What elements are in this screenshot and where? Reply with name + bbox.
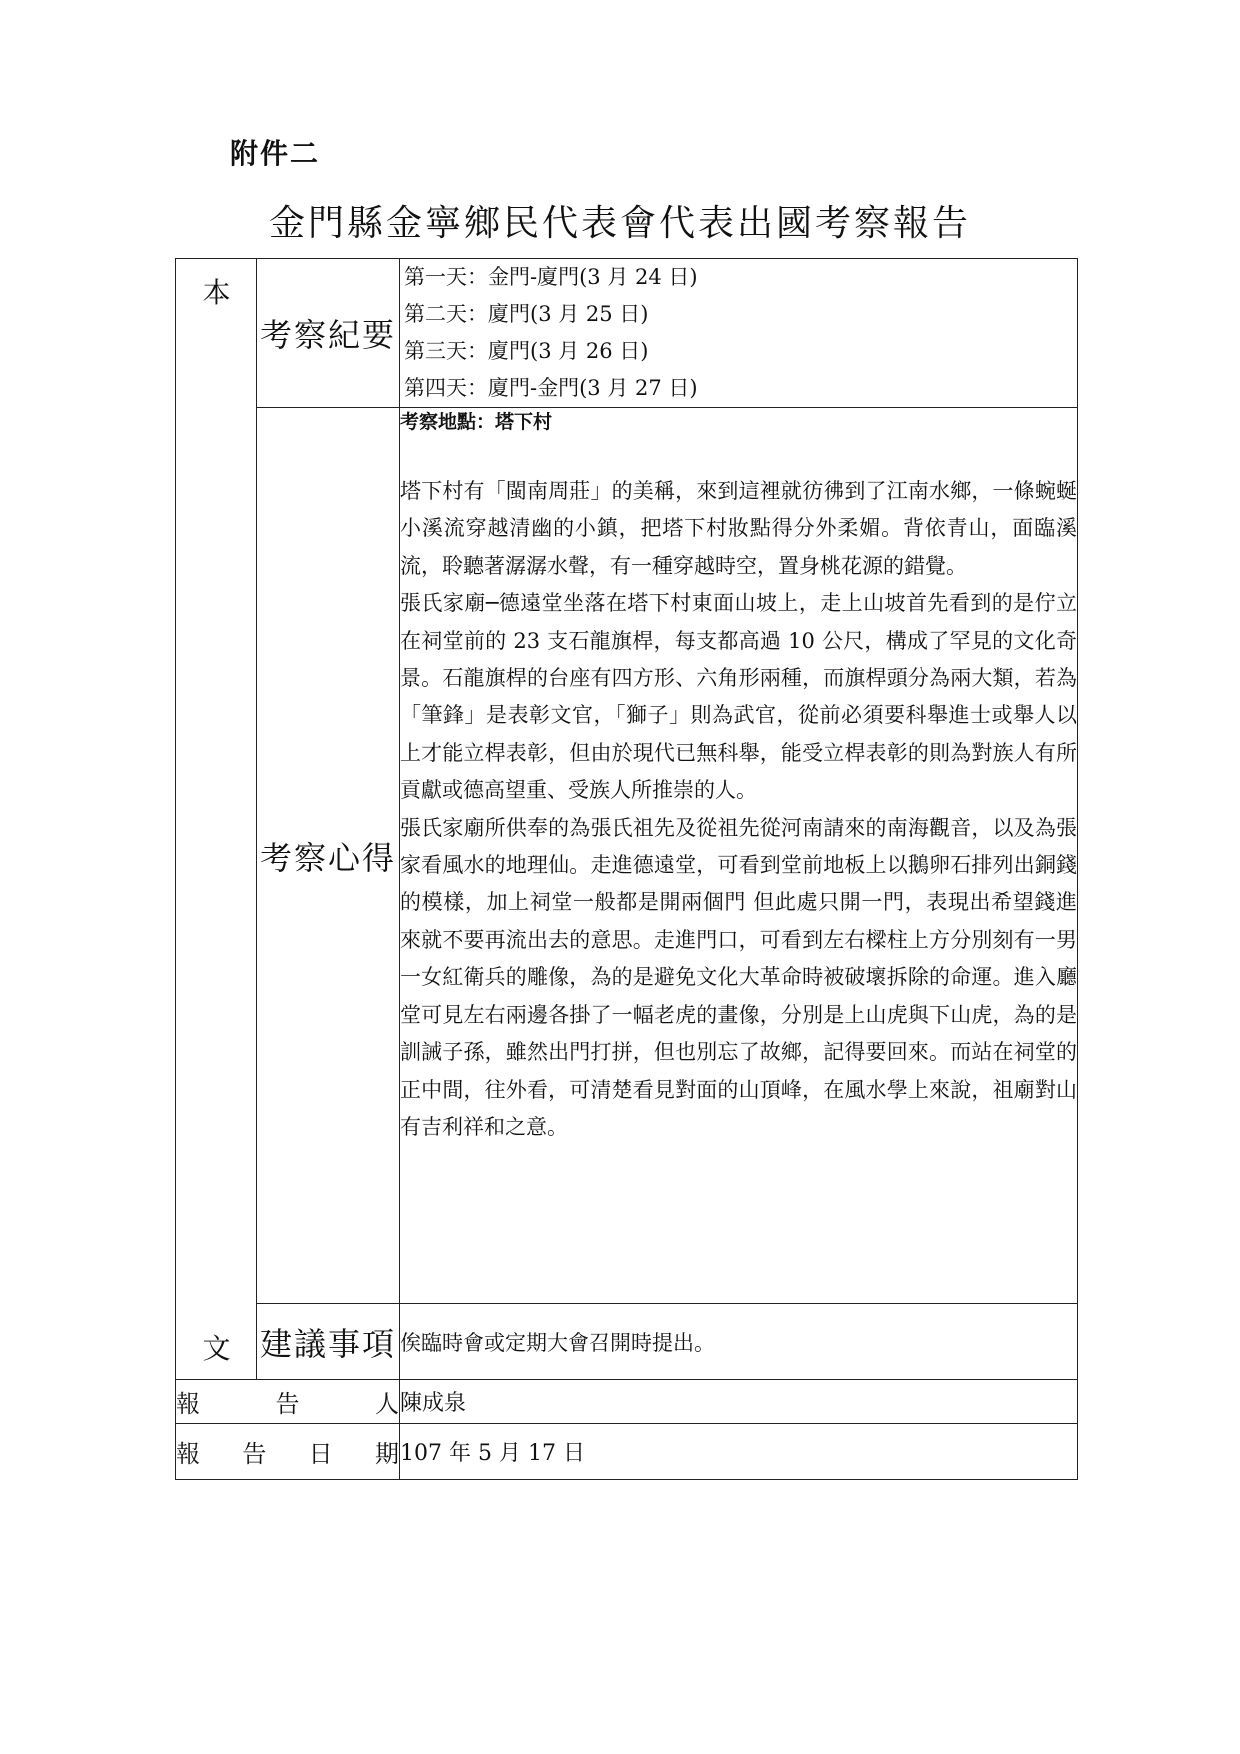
itinerary-day: 第四天：廈門-金門(3 月 27 日): [404, 376, 698, 400]
insight-paragraph: 張氏家廟所供奉的為張氏祖先及從祖先從河南請來的南海觀音，以及為張家看風水的地理仙。走進德遠堂，可看到堂前地板上以鵝卵石排列出銅錢的模樣，加上祠堂一般都是開兩個門 但此處只開一門，表現出希望錢進來就不要再流出去的意思。走進門口，可看到左右樑柱上方分別刻有一男一女紅衛兵的雕像，為的是避免文化大革命時被破壞拆除的命運。進入廳堂可見左右兩邊各掛了一幅老虎的畫像，分別是上山虎與下山虎，為的是訓誡子孫，雖然出門打拼，但也別忘了故鄉，記得要回來。而站在祠堂的正中間，往外看，可清楚看見對面的山頂峰，在風水學上來說，祖廟對山有吉利祥和之意。: [400, 815, 1077, 1139]
insights-label: 考察心得: [257, 408, 400, 1304]
itinerary-label: 考察紀要: [257, 259, 400, 408]
report-date-label-char: 期: [374, 1440, 399, 1468]
side-label-top: 本: [202, 276, 231, 309]
report-date-label-char: 報: [176, 1440, 200, 1468]
insight-paragraph: 塔下村有「閩南周莊」的美稱，來到這裡就彷彿到了江南水鄉，一條蜿蜒小溪流穿越清幽的小鎮，把塔下村妝點得分外柔媚。背依青山，面臨溪流，聆聽著潺潺水聲，有一種穿越時空，置身桃花源的錯覺。: [400, 479, 1077, 578]
reporter-label: [176, 1380, 400, 1424]
insight-paragraph: 張氏家廟─德遠堂坐落在塔下村東面山坡上，走上山坡首先看到的是佇立在祠堂前的 23 支石龍旗桿，每支都高過 10 公尺，構成了罕見的文化奇景。石龍旗桿的台座有四方形、六角形兩種，而旗桿頭分為兩大類，若為「筆鋒」是表彰文官，「獅子」則為武官，從前必須要科舉進士或舉人以上才能立桿表彰，但由於現代已無科舉，能受立桿表彰的則為對族人有所貢獻或德高望重、受族人所推崇的人。: [400, 591, 1077, 803]
reporter-label-char: 告: [275, 1390, 300, 1418]
visit-location: 考察地點：塔下村: [400, 411, 553, 433]
attachment-label: 附件二: [230, 137, 321, 170]
itinerary-day: 第三天：廈門(3 月 26 日): [404, 339, 649, 363]
report-date-value: 107 年 5 月 17 日: [400, 1424, 1078, 1480]
itinerary-day: 第二天：廈門(3 月 25 日): [404, 302, 649, 326]
itinerary-cell: [400, 259, 1078, 408]
page-title: 金門縣金寧鄉民代表會代表出國考察報告: [268, 203, 971, 244]
report-table: [175, 258, 1078, 1480]
suggestions-text: 俟臨時會或定期大會召開時提出。: [400, 1304, 1078, 1380]
report-date-label-char: 日: [308, 1440, 333, 1468]
itinerary-day: 第一天：金門-廈門(3 月 24 日): [404, 265, 698, 289]
reporter-label-char: 報: [176, 1390, 200, 1418]
report-date-label: [176, 1424, 400, 1480]
report-date-label-char: 告: [242, 1440, 267, 1468]
insights-cell: [400, 408, 1078, 1304]
reporter-name: 陳成泉: [400, 1380, 1078, 1424]
suggestions-label: 建議事項: [257, 1304, 400, 1380]
side-label-bottom: 文: [202, 1332, 231, 1365]
reporter-label-char: 人: [375, 1390, 399, 1418]
main-text-side-label: [176, 259, 257, 1380]
